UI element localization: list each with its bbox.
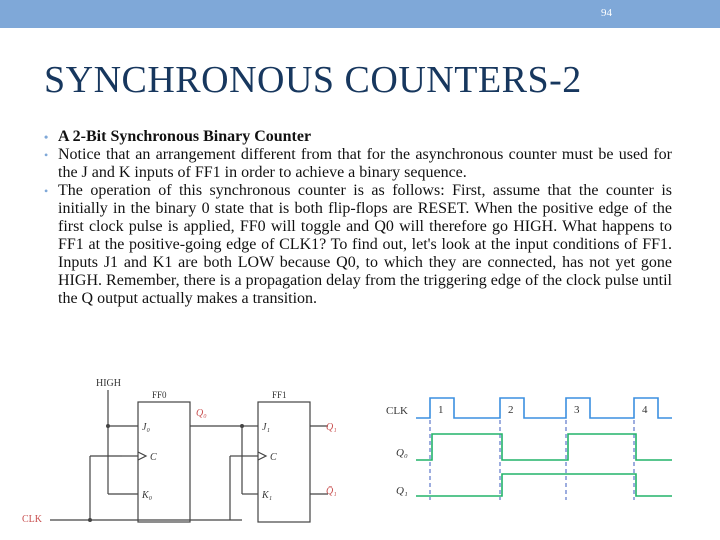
ff0-label: FF0: [152, 390, 167, 400]
timing-q0-label: Q₀: [396, 447, 408, 459]
pulse-label: 2: [508, 404, 514, 416]
counter-circuit-diagram: [20, 376, 342, 526]
k1-label: K₁: [262, 490, 273, 501]
ff1-label: FF1: [272, 390, 287, 400]
k0-label: K₀: [142, 490, 153, 501]
timing-diagram: [380, 392, 680, 502]
bullet-item: • The operation of this synchronous counter is as follows: First, assume that the counter is initially in the binary 0 state that is both flip-flops are RESET. When the positive edge of the first clock pulse is applied, FF0 will toggle and Q0 will therefore go HIGH. What happens to FF1 at the positive-going edge of CLK1? To find out, let's look at the input conditions of FF1. Inputs J1 and K1 are both LOW because Q0, to which they are connected, has not yet gone HIGH. Remember, there is a propagation delay from the triggering edge of the clock pulse until the Q output actually makes a transition.: [48, 182, 672, 308]
top-bar: [0, 0, 720, 28]
c1-label: C: [270, 452, 277, 463]
clk-label: CLK: [22, 514, 42, 525]
q1-label: Q₁: [326, 422, 337, 433]
pulse-label: 4: [642, 404, 648, 416]
pulse-label: 3: [574, 404, 580, 416]
timing-q1-label: Q₁: [396, 485, 408, 497]
bullet-list: [48, 128, 672, 308]
page-number: 94: [601, 7, 612, 19]
c0-label: C: [150, 452, 157, 463]
bullet-item: • A 2-Bit Synchronous Binary Counter: [48, 128, 672, 146]
q1-bar-label: Q̄₁: [326, 486, 337, 497]
slide-title: SYNCHRONOUS COUNTERS-2: [44, 59, 582, 101]
clock-waveform: [416, 398, 672, 418]
ff0-box: [138, 402, 190, 522]
j1-label: J₁: [262, 422, 270, 433]
ff1-box: [258, 402, 310, 522]
bullet-item: • Notice that an arrangement different from that for the asynchronous counter must be used for the J and K inputs of FF1 in order to achieve a binary sequence.: [48, 146, 672, 182]
high-label: HIGH: [96, 378, 121, 389]
j0-label: J₀: [142, 422, 150, 433]
timing-clk-label: CLK: [386, 405, 408, 417]
q0-label: Q₀: [196, 408, 207, 419]
pulse-label: 1: [438, 404, 444, 416]
